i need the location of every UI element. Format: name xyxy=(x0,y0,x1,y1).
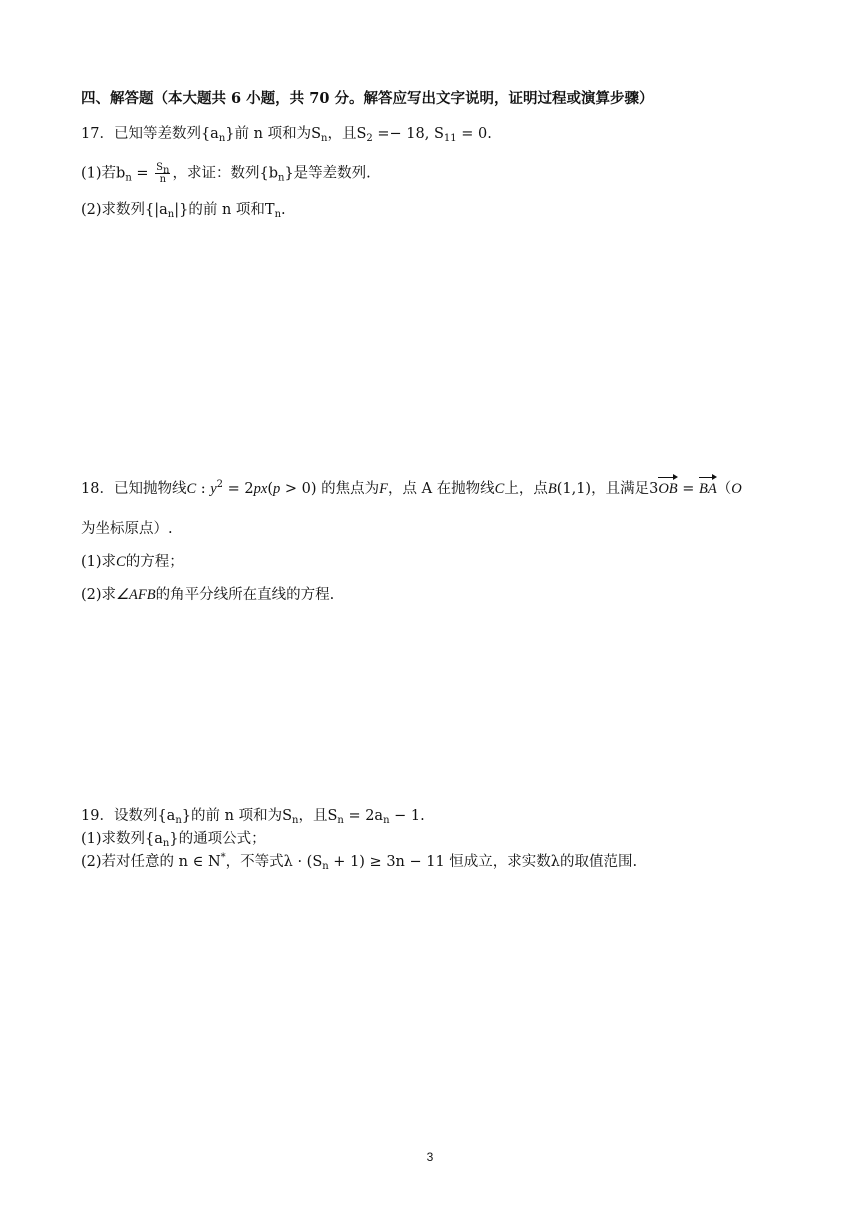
q19-part2: (2)若对任意的 n ∈ N*，不等式$\lambda \cdot (S_n + 1) \ge 3n - 11$ 恒成立，求实数λ的取值范围. xyxy=(81,852,638,872)
q18-part2: (2)求∠AFB的角平分线所在直线的方程. xyxy=(81,587,335,603)
section-title: 四、解答题（本大题共 6 小题，共 70 分。解答应写出文字说明，证明过程或演算步骤） xyxy=(81,90,654,107)
q19-part1: (1)求数列$\{a_n\}$的通项公式； xyxy=(81,831,266,849)
q18-stem: 18．已知抛物线C : $y^2 = 2px(p > 0)$ 的焦点为F，点 A 在抛物线C上，点B(1,1)，且满足3OB = BA（O xyxy=(81,479,742,497)
q18-part1: (1)求C的方程； xyxy=(81,554,184,570)
q17-stem: 17．已知等差数列$\{a_n\}$前 n 项和为$S_n$，且$S_2 =- 18$, $S_{11} = 0$. xyxy=(81,126,492,144)
q18-stem-line2: 为坐标原点）. xyxy=(81,521,173,537)
q17-part2: (2)求数列$\{|a_n|\}$的前 n 项和$T_n$. xyxy=(81,202,286,220)
vector-ba: BA xyxy=(699,481,717,497)
q19-stem: 19．设数列$\{a_n\}$的前 n 项和为$S_n$，且$S_n = 2a_n - 1$. xyxy=(81,808,425,826)
vector-ob: OB xyxy=(658,481,678,497)
q17-part1: (1)若$b_n$ = $\frac{S_n}{n}$ ，求证：数列$\{b_n\}$是等差数列. xyxy=(81,162,371,185)
fraction-sn-over-n: $\frac{S_n}{n}$ xyxy=(156,162,170,185)
page-number: 3 xyxy=(426,1150,434,1164)
